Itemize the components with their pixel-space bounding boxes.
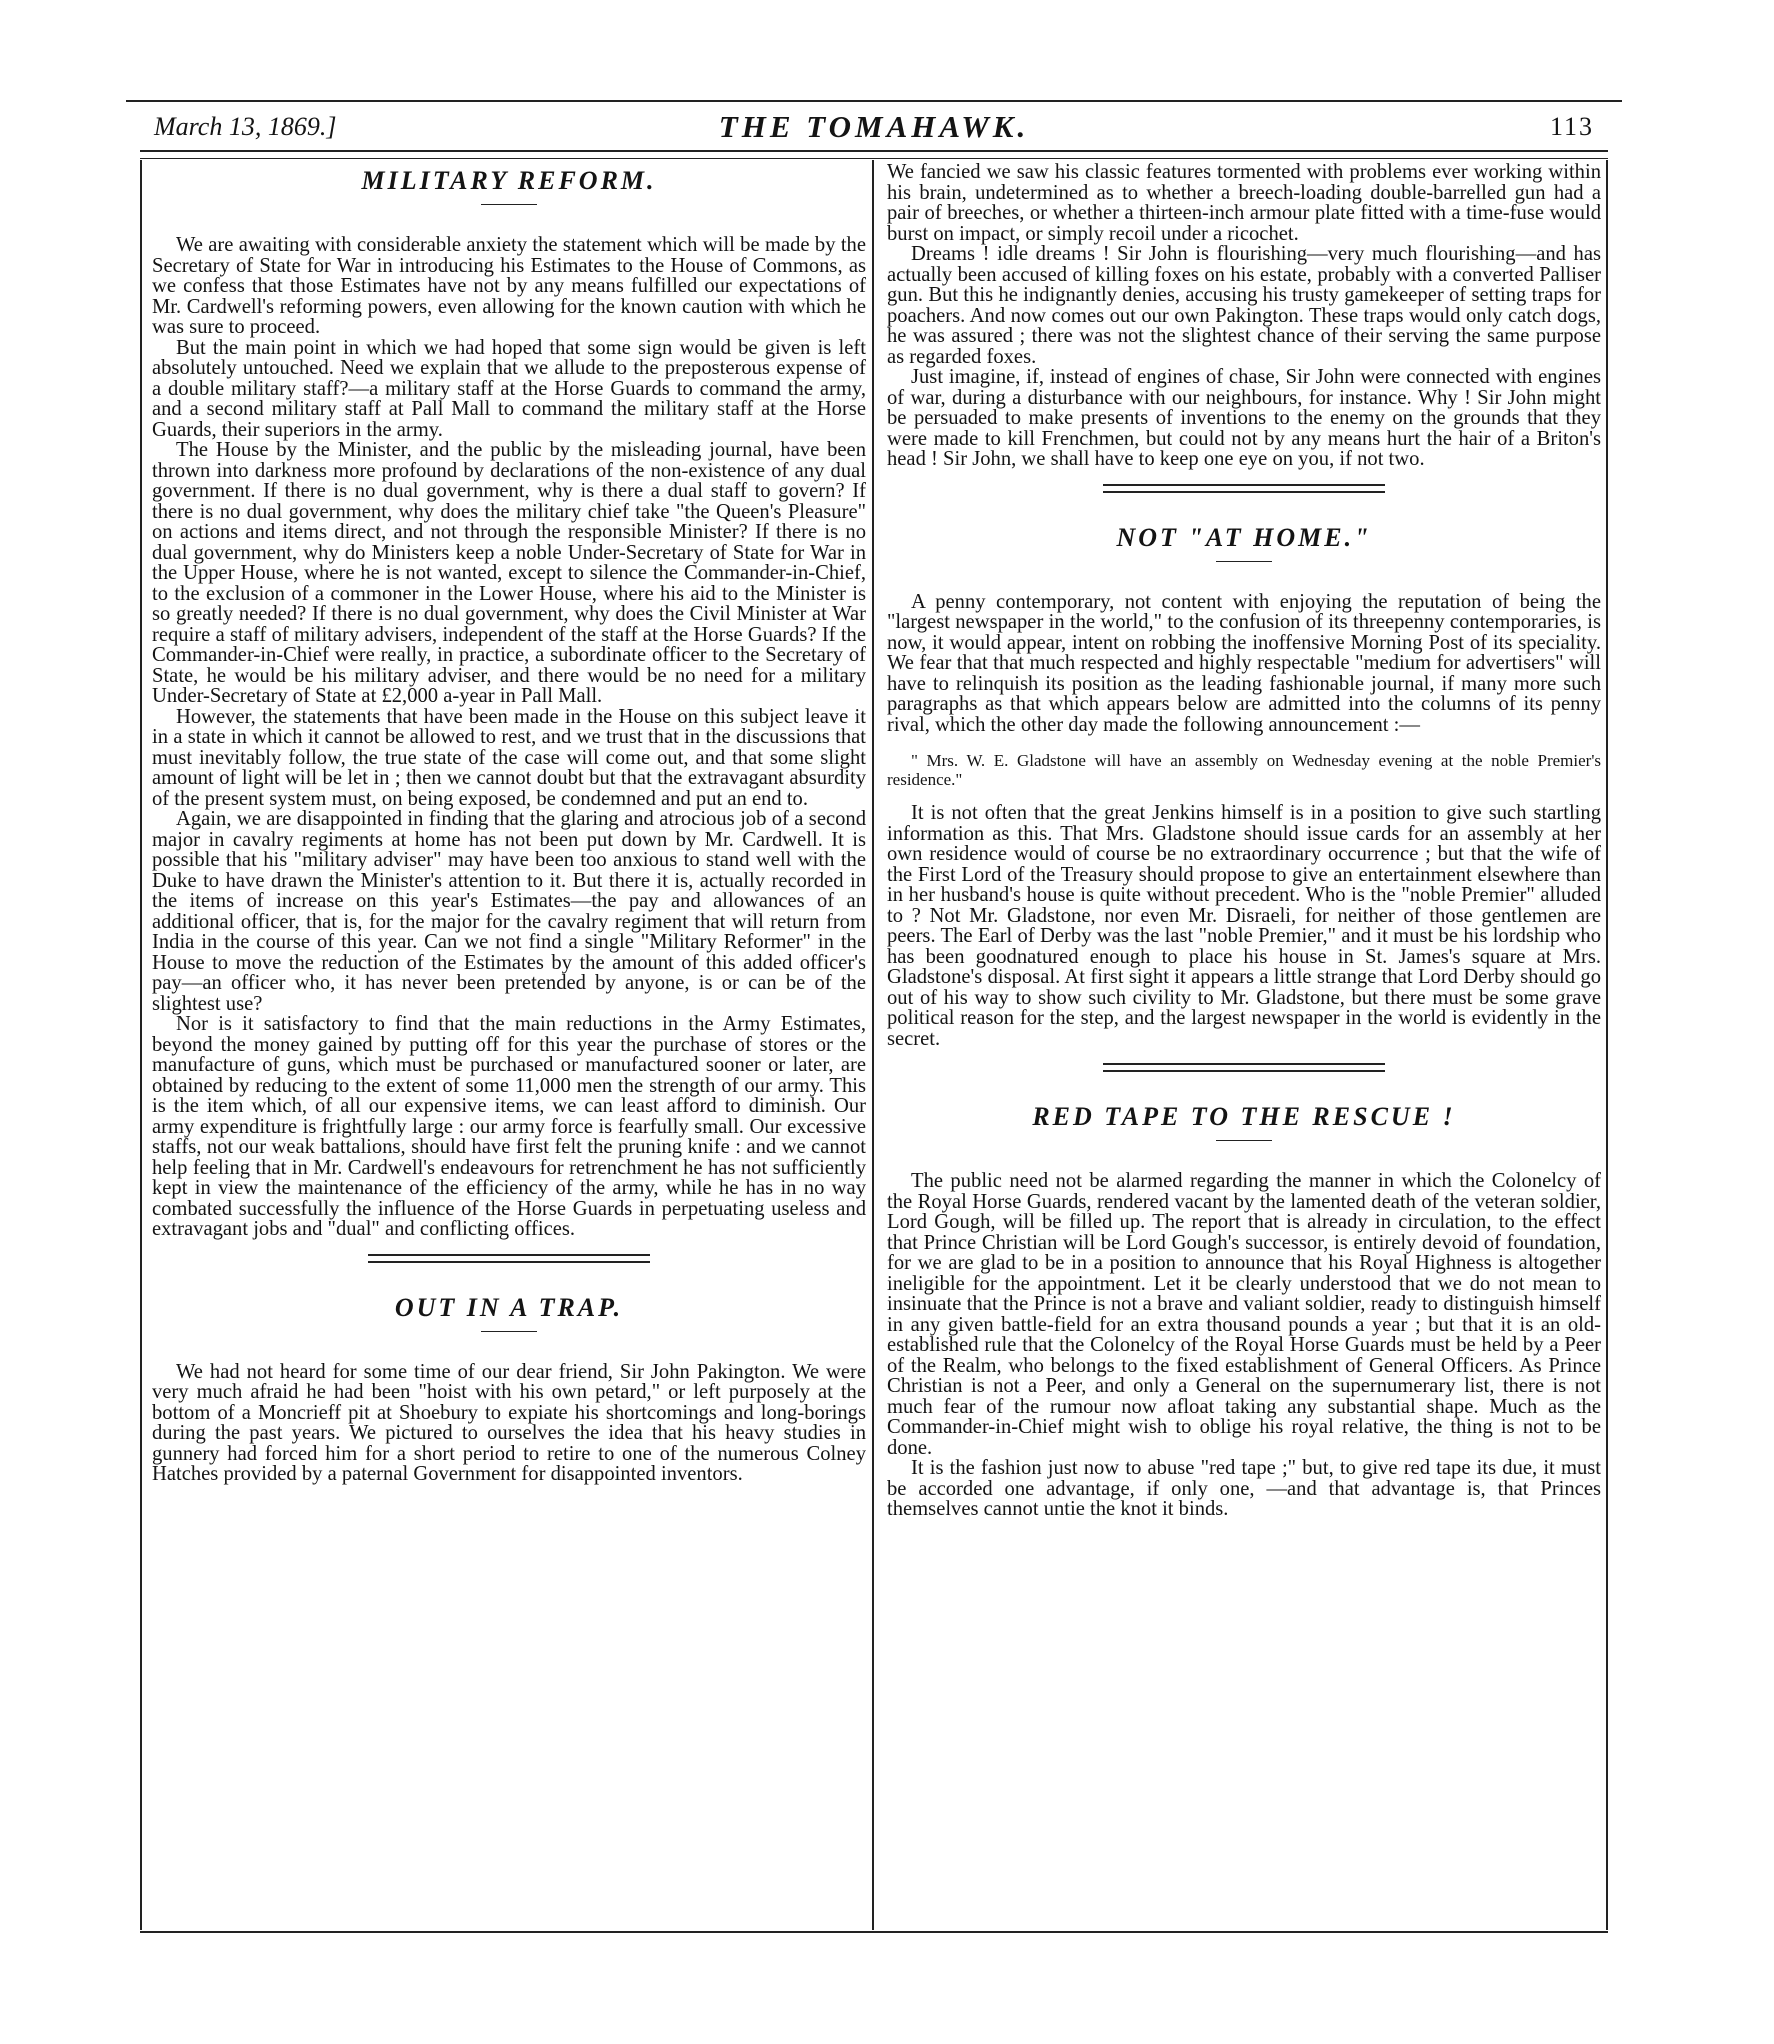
article-paragraph: Again, we are disappointed in finding that the glaring and atrocious job of a second major in cavalry regiments at home has not been put down by Mr. Cardwell. It is possible that his "military adviser" may have been too anxious to stand well with the Duke to have drawn the Minister's attention to it. But there it is, actually recorded in the items of increase on this year's Estimates—the pay and allowances of an additional officer, that is, for the major for the cavalry regiment that will return from India in the course of this year. Can we not find a single "Military Reformer" in the House to move the reduction of the Estimates by the amount of this added officer's pay—an officer who, it has never been pretended by anyone, is or can be of the slightest use? — [152, 808, 866, 1015]
title-underline — [481, 1331, 537, 1332]
headline-red-tape: RED TAPE TO THE RESCUE ! — [1032, 1102, 1456, 1131]
left-column — [152, 162, 866, 1485]
newspaper-page — [126, 100, 1622, 1952]
article-paragraph: Dreams ! idle dreams ! Sir John is flourishing—very much flourishing—and has actually been accused of killing foxes on his estate, probably with a converted Palliser gun. But this he indignantly denies, accusing his trusty gamekeeper of setting traps for poachers. And now comes out our own Pakington. These traps would only catch dogs, he was assured ; there was not the slightest chance of their serving the same purpose as regarded foxes. — [887, 243, 1601, 368]
article-separator — [1103, 484, 1385, 493]
page-number: 113 — [1549, 112, 1594, 141]
right-column — [887, 162, 1601, 1520]
column-divider — [872, 160, 874, 1930]
article-paragraph: We fancied we saw his classic features tormented with problems ever working within his brain, undetermined as to whether a breech-loading double-barrelled gun had a pair of breeches, or whether a thirteen-inch armour plate fitted with a time-fuse would burst on impact, or simply recoil under a ricochet. — [887, 161, 1601, 245]
bottom-rule — [140, 1931, 1608, 1933]
title-underline — [481, 204, 537, 205]
headline-not-at-home: NOT "AT HOME." — [1116, 522, 1372, 552]
headline-military-reform: MILITARY REFORM. — [361, 166, 657, 195]
article-paragraph: Nor is it satisfactory to find that the main reductions in the Army Estimates, beyond the money gained by putting off for this year the purchase of stores or the manufacture of guns, which must be purchased or manufactured sooner or later, are obtained by reducing to the extent of some 11,000 men the strength of our army. This is the item which, of all our expensive items, we can least afford to diminish. Our army expenditure is frightfully large : our army force is fearfully small. Our excessive staffs, not our weak battalions, should have first felt the pruning knife : and we cannot help feeling that in Mr. Cardwell's endeavours for retrenchment he has not sufficiently kept in view the maintenance of the efficiency of the army, while he has in no way combated successfully the influence of the Horse Guards in perpetuating useless and extravagant jobs and "dual" and conflicting offices. — [152, 1013, 866, 1240]
issue-date: March 13, 1869.] — [154, 112, 337, 141]
article-paragraph: But the main point in which we had hoped that some sign would be given is left absolutely untouched. Need we explain that we allude to the preposterous expense of a double military staff?—a military staff at the Horse Guards to command the army, and a second military staff at Pall Mall to command the military staff at the Horse Guards, their superiors in the army. — [152, 336, 866, 441]
right-border-rule — [1606, 160, 1608, 1930]
article-paragraph: The public need not be alarmed regarding the manner in which the Colonelcy of the Royal Horse Guards, rendered vacant by the lamented death of the veteran soldier, Lord Gough, will be filled up. The report that is already in circulation, to the effect that Prince Christian will be Lord Gough's successor, is entirely devoid of foundation, for we are glad to be in a position to announce that his Royal Highness is altogether ineligible for the appointment. Let it be clearly understood that we do not mean to insinuate that the Prince is not a brave and valiant soldier, ready to distinguish himself in any given battle-field for an extra thousand pounds a year ; but that it is an old-established rule that the Colonelcy of the Royal Horse Guards must be held by a Peer of the Realm, who belongs to the fixed establishment of General Officers. As Prince Christian is not a Peer, and only a General on the supernumerary list, there is not much fear of the rumour now afloat taking any substantial shape. Much as the Commander-in-Chief might wish to oblige his royal relative, the thing is not to be done. — [887, 1170, 1601, 1459]
header-double-rule — [140, 150, 1608, 159]
article-paragraph: A penny contemporary, not content with enjoying the reputation of being the "largest newspaper in the world," to the confusion of its threepenny contemporaries, is now, it would appear, intent on robbing the inoffensive Morning Post of its speciality. We fear that that much respected and highly respectable "medium for advertisers" will have to relinquish its position as the leading fashionable journal, if many more such paragraphs as that which appears below are admitted into the columns of its penny rival, which the other day made the following announcement :— — [887, 590, 1601, 736]
quoted-announcement: " Mrs. W. E. Gladstone will have an assembly on Wednesday evening at the noble Premier's residence." — [887, 751, 1601, 789]
article-paragraph: The House by the Minister, and the public by the misleading journal, have been thrown into darkness more profound by declarations of the non-existence of any dual government. If there is no dual government, why is there a dual staff to govern? If there is no dual government, why does the military chief take "the Queen's Pleasure" on actions and items direct, and not through the responsible Minister? If there is no dual government, why do Ministers keep a noble Under-Secretary of State for War in the Upper House, where he is not wanted, except to silence the Commander-in-Chief, to the exclusion of a commoner in the Lower House, where his aid to the Minister is so greatly needed? If there is no dual government, why does the Civil Minister at War require a staff of military advisers, independent of the staff at the Horse Guards? If the Commander-in-Chief were really, in practice, a subordinate officer to the Secretary of State, he would be his military adviser, and there would be no need for a military Under-Secretary of State at £2,000 a-year in Pall Mall. — [152, 439, 866, 707]
article-paragraph: We are awaiting with considerable anxiety the statement which will be made by the Secretary of State for War in introducing his Estimates to the House of Commons, as we confess that those Estimates have not by any means fulfilled our expectations of Mr. Cardwell's reforming powers, even allowing for the known caution with which he was sure to proceed. — [152, 234, 866, 338]
masthead-title: THE TOMAHAWK. — [718, 109, 1030, 144]
left-border-rule — [140, 160, 142, 1930]
article-paragraph: We had not heard for some time of our dear friend, Sir John Pakington. We were very much afraid he had been "hoist with his own petard," or left purposely at the bottom of a Moncrieff pit at Shoebury to expiate his shortcomings and long-borings during the past years. We pictured to ourselves the idea that his heavy studies in gunnery had forced him for a short period to retire to one of the numerous Colney Hatches provided by a paternal Government for disappointed inventors. — [152, 1360, 866, 1485]
article-paragraph: Just imagine, if, instead of engines of chase, Sir John were connected with engines of war, during a disturbance with our neighbours, for instance. Why ! Sir John might be persuaded to make presents of inventions to the enemy on the grounds that they were made to kill Frenchmen, but could not by any means hurt the hair of a Briton's head ! Sir John, we shall have to keep one eye on you, if not two. — [887, 366, 1601, 470]
article-paragraph: However, the statements that have been made in the House on this subject leave it in a state in which it cannot be allowed to rest, and we trust that in the discussions that must inevitably follow, the true state of the case will come out, and that some slight amount of light will be let in ; then we cannot doubt but that the extravagant absurdity of the present system must, on being exposed, be condemned and put an end to. — [152, 705, 866, 810]
title-underline — [1216, 561, 1272, 562]
article-separator — [368, 1254, 650, 1263]
article-paragraph: It is the fashion just now to abuse "red tape ;" but, to give red tape its due, it must be accorded one advantage, if only one, —and that advantage is, that Princes themselves cannot untie the knot it binds. — [887, 1457, 1601, 1520]
top-rule — [126, 100, 1622, 102]
title-underline — [1216, 1140, 1272, 1141]
article-paragraph: It is not often that the great Jenkins himself is in a position to give such startling information as this. That Mrs. Gladstone should issue cards for an assembly at her own residence would of course be no extraordinary occurrence ; but that the wife of the First Lord of the Treasury should propose to give an entertainment elsewhere than in her husband's house is quite without precedent. Who is the "noble Premier" alluded to ? Not Mr. Gladstone, nor even Mr. Disraeli, for neither of those gentlemen are peers. The Earl of Derby was the last "noble Premier," and it must be his lordship who has been goodnatured enough to place his house in St. James's square at Mrs. Gladstone's disposal. At first sight it appears a little strange that Lord Derby should go out of his way to show such civility to Mr. Gladstone, but there must be some grave political reason for the step, and the largest newspaper in the world is evidently in the secret. — [887, 802, 1601, 1050]
article-separator — [1103, 1063, 1385, 1072]
page-header — [126, 108, 1622, 146]
headline-out-in-a-trap: OUT IN A TRAP. — [394, 1292, 624, 1322]
